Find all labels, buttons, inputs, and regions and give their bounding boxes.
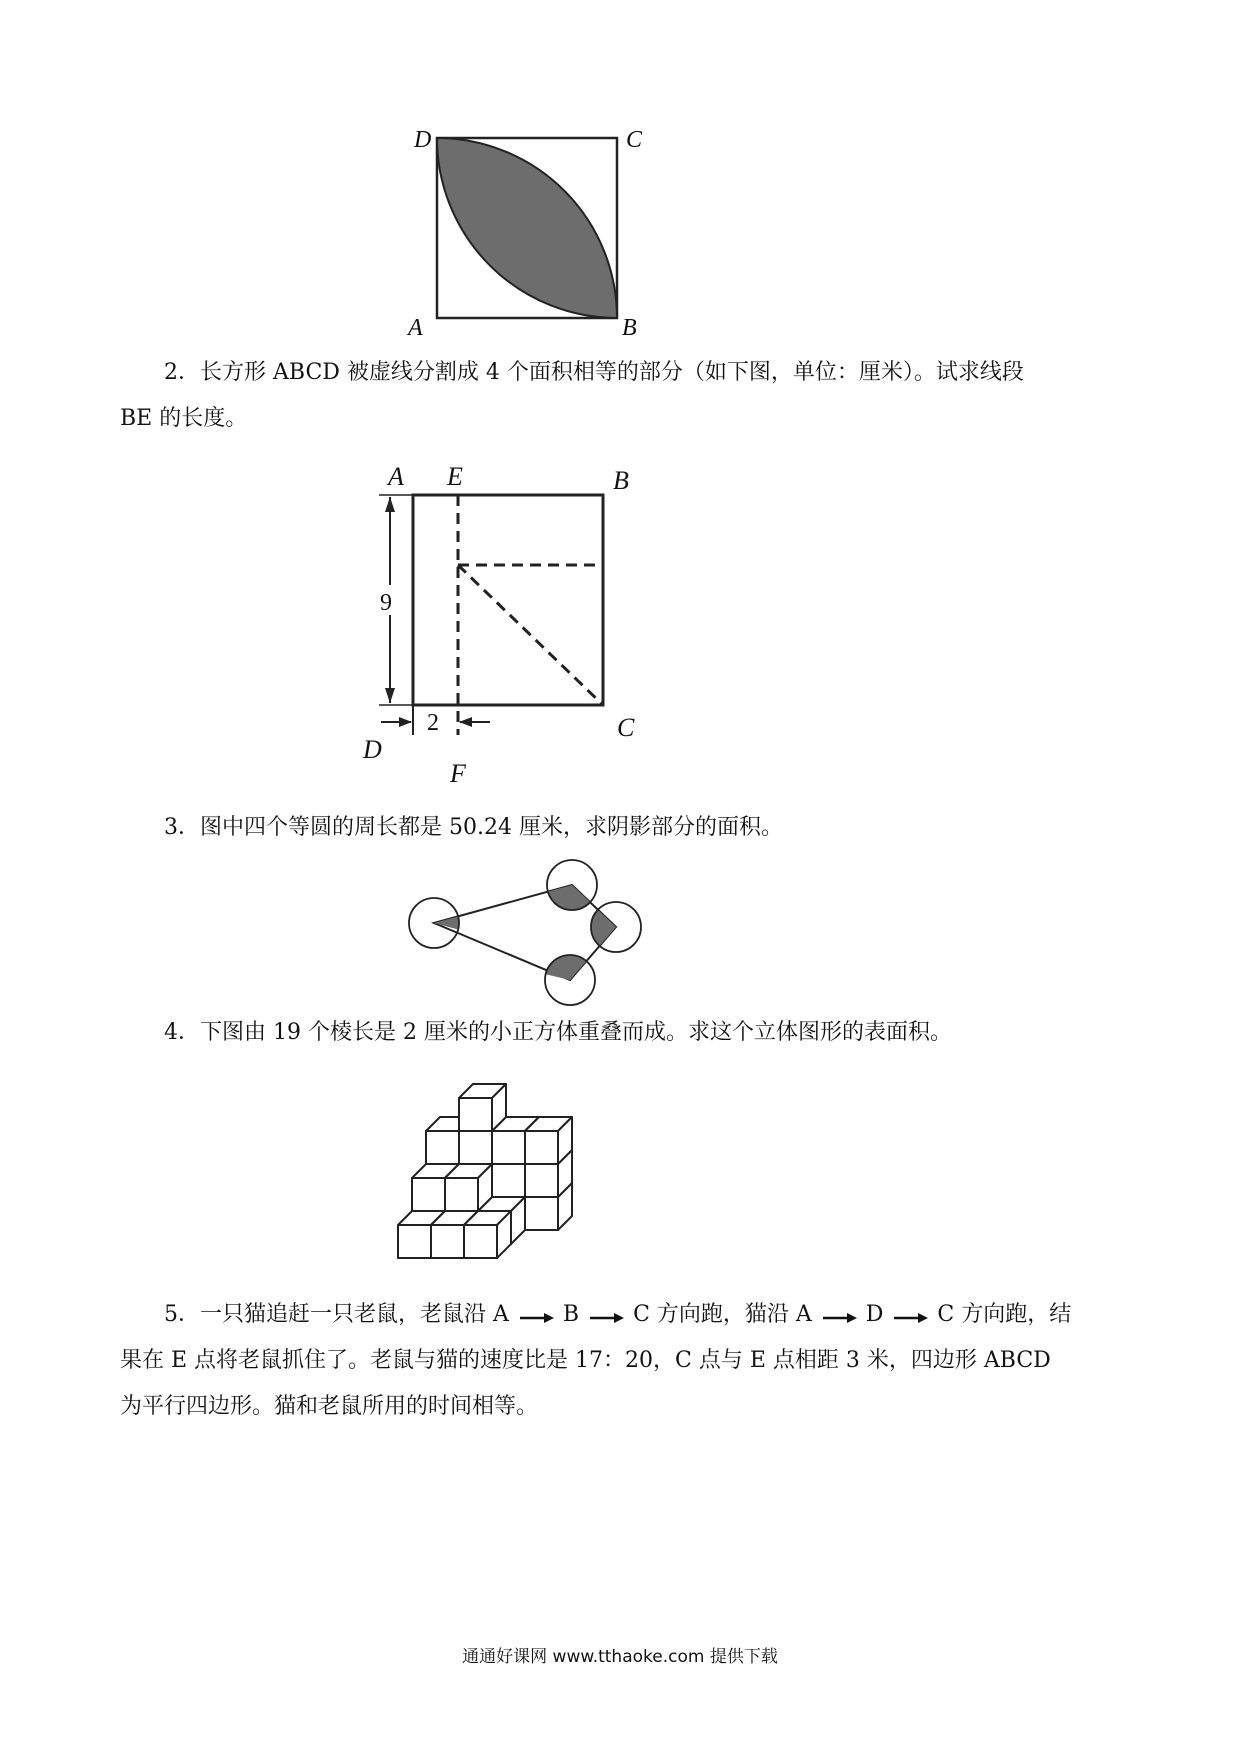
arrow-right-icon [890,1305,930,1325]
arrow-up-icon [385,497,395,512]
cube-stack [380,1075,580,1275]
question-number: 3． [164,815,200,840]
label-e: E [447,462,463,491]
label-f: F [450,759,466,788]
arrow-left-icon [459,717,472,727]
label-a: A [408,315,423,341]
question-3 [120,805,1130,851]
label-a: A [388,462,404,491]
figure-four-circles [400,855,670,1015]
arrow-right-icon [819,1305,859,1325]
question-text-part: C 方向跑，结 [937,1302,1072,1327]
figure-rectangle-dashed [355,460,655,790]
question-text-part: B [562,1302,580,1327]
shaded-sector-o3 [546,955,587,980]
lens-shaded-region [437,138,617,318]
arrow-down-icon [385,688,395,703]
height-label: 9 [380,590,392,616]
question-text: 下图由 19 个棱长是 2 厘米的小正方体重叠而成。求这个立体图形的表面积。 [200,1020,952,1045]
arrow-right-icon [516,1305,556,1325]
question-text-cont: BE 的长度。 [120,406,248,431]
question-text-cont: 为平行四边形。猫和老鼠所用的时间相等。 [120,1394,539,1419]
page-footer: 通通好课网 www.tthaoke.com 提供下载 [462,1647,778,1667]
label-d: D [363,735,382,764]
question-text: 长方形 ABCD 被虚线分割成 4 个面积相等的部分（如下图，单位：厘米）。试求线段 [200,360,1024,385]
question-5 [120,1292,1130,1430]
question-text-cont: 果在 E 点将老鼠抓住了。老鼠与猫的速度比是 17：20，C 点与 E 点相距 3 米，四边形 ABCD [120,1348,1051,1373]
arrow-right-icon [399,717,412,727]
question-number: 4． [164,1020,200,1045]
question-text-part: 一只猫追赶一只老鼠，老鼠沿 A [200,1302,509,1327]
unit-cube [445,1164,492,1211]
label-d: D [414,127,432,153]
question-number: 5． [164,1302,200,1327]
dashed-line-diagonal [458,565,603,705]
rectangle-outline [413,495,603,705]
unit-cube [525,1117,572,1164]
question-number: 2． [164,360,200,385]
unit-cube [464,1211,511,1258]
figure-square-lens [400,125,643,345]
quadrilateral [434,885,616,980]
label-c: C [617,713,635,742]
label-b: B [613,466,629,495]
question-text-part: D [865,1302,884,1327]
question-text: 图中四个等圆的周长都是 50.24 厘米，求阴影部分的面积。 [200,815,783,840]
question-text-part: C 方向跑，猫沿 A [633,1302,812,1327]
width-label: 2 [427,710,439,736]
label-c: C [626,127,643,153]
question-4 [120,1010,1130,1056]
label-b: B [622,315,637,341]
arrow-right-icon [586,1305,626,1325]
figure-stacked-cubes [380,1075,580,1275]
unit-cube [459,1084,506,1131]
question-2 [120,350,1130,442]
